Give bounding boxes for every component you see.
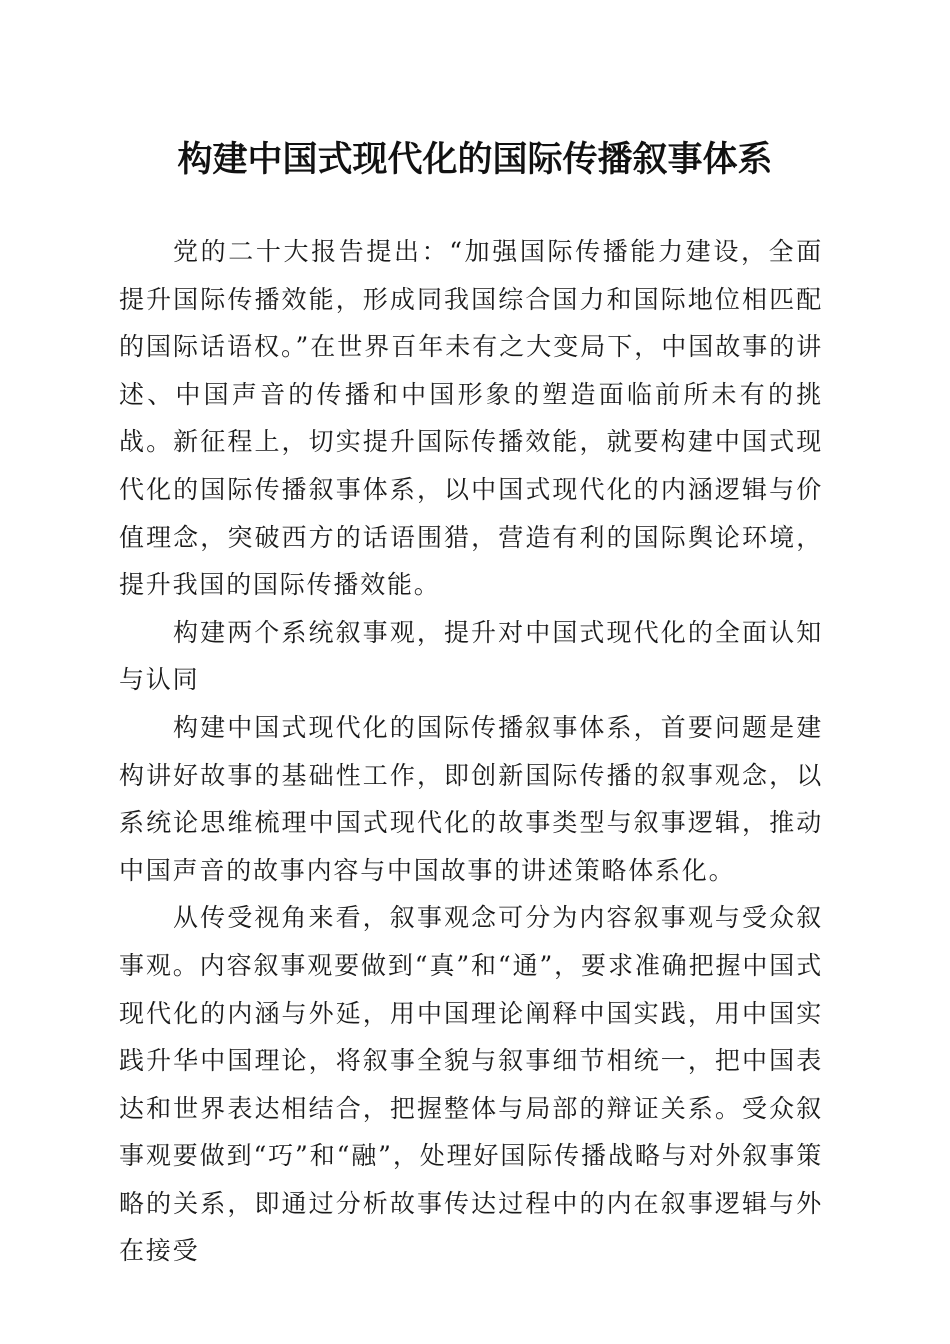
document-title: 构建中国式现代化的国际传播叙事体系 — [177, 139, 773, 180]
paragraph-framework: 构建中国式现代化的国际传播叙事体系，首要问题是建构讲好故事的基础性工作，即创新国际传播的叙事观念，以系统论思维梳理中国式现代化的故事类型与叙事逻辑，推动中国声音的故事内容与中国故事的讲述策略体系化。 — [119, 712, 823, 885]
document-body — [119, 228, 823, 1275]
paragraph-intro: 党的二十大报告提出：“加强国际传播能力建设，全面提升国际传播效能，形成同我国综合国力和国际地位相匹配的国际话语权。”在世界百年未有之大变局下，中国故事的讲述、中国声音的传播和中国形象的塑造面临前所未有的挑战。新征程上，切实提升国际传播效能，就要构建中国式现代化的国际传播叙事体系，以中国式现代化的内涵逻辑与价值理念，突破西方的话语围猎，营造有利的国际舆论环境，提升我国的国际传播效能。 — [119, 237, 823, 600]
paragraph-narrative-views: 从传受视角来看，叙事观念可分为内容叙事观与受众叙事观。内容叙事观要做到“真”和“通”，要求准确把握中国式现代化的内涵与外延，用中国理论阐释中国实践，用中国实践升华中国理论，将叙事全貌与叙事细节相统一，把中国表达和世界表达相结合，把握整体与局部的辩证关系。受众叙事观要做到“巧”和“融”，处理好国际传播战略与对外叙事策略的关系，即通过分析故事传达过程中的内在叙事逻辑与外在接受 — [119, 903, 823, 1266]
paragraph-section-heading: 构建两个系统叙事观，提升对中国式现代化的全面认知与认同 — [119, 617, 823, 695]
